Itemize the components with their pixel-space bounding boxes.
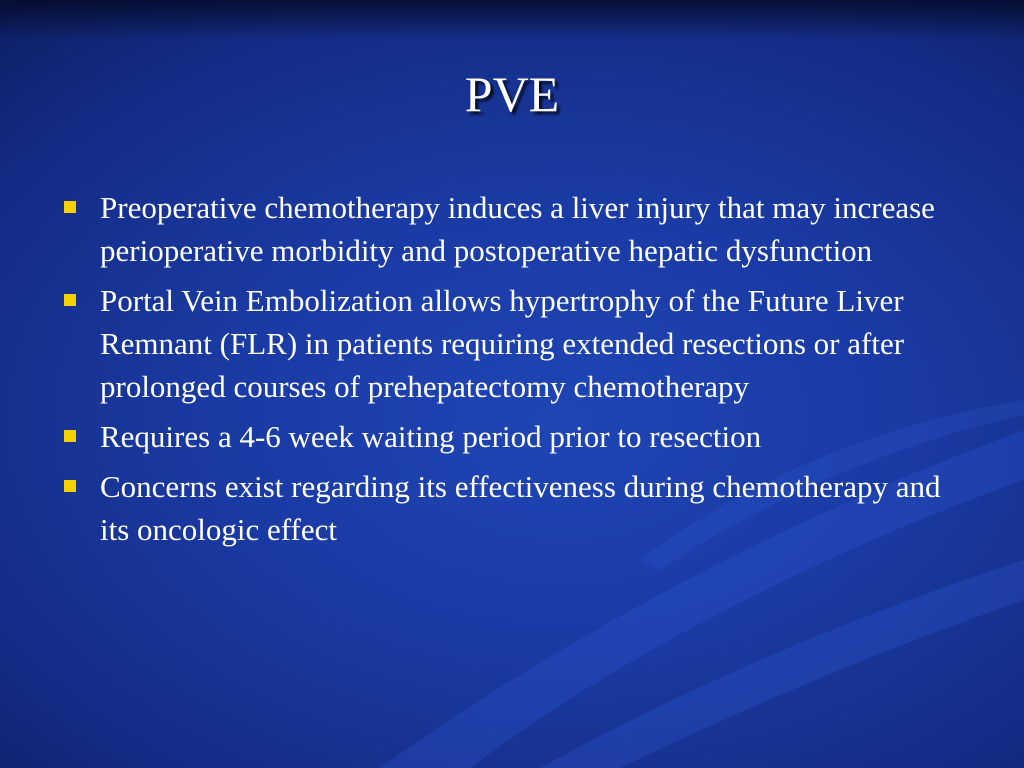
- slide-title: PVE: [464, 66, 560, 122]
- square-bullet-icon: [64, 294, 76, 306]
- bullet-item: [62, 465, 972, 551]
- square-bullet-icon: [64, 480, 76, 492]
- bullet-item: [62, 279, 972, 408]
- bullet-item: [62, 415, 972, 458]
- bullet-list: [62, 186, 972, 558]
- square-bullet-icon: [64, 430, 76, 442]
- bullet-text: Concerns exist regarding its effectiveness during chemotherapy and its oncologic effect: [100, 469, 941, 547]
- bullet-item: [62, 186, 972, 272]
- bullet-text: Preoperative chemotherapy induces a liver injury that may increase perioperative morbidity and postoperative hepatic dysfunction: [100, 190, 935, 268]
- bullet-text: Portal Vein Embolization allows hypertrophy of the Future Liver Remnant (FLR) in patients requiring extended resections or after prolonged courses of prehepatectomy chemotherapy: [100, 283, 905, 404]
- bullet-text: Requires a 4-6 week waiting period prior to resection: [100, 419, 762, 454]
- square-bullet-icon: [64, 201, 76, 213]
